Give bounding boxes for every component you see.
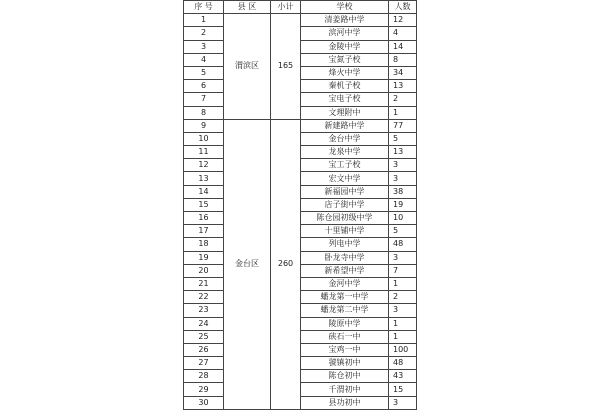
- table-row: [184, 343, 417, 356]
- row-index: 6: [184, 80, 224, 93]
- school-name: 陵原中学: [301, 317, 389, 330]
- table-row: [184, 330, 417, 343]
- school-name: 新建路中学: [301, 119, 389, 132]
- school-name: 陈仓园初级中学: [301, 212, 389, 225]
- row-index: 14: [184, 185, 224, 198]
- student-count: 77: [389, 119, 417, 132]
- student-count: 3: [389, 159, 417, 172]
- table-body: [184, 14, 417, 410]
- header-count: 人数: [389, 1, 417, 14]
- table-row: [184, 93, 417, 106]
- table-row: [184, 119, 417, 132]
- table-row: [184, 146, 417, 159]
- school-name: 卧龙寺中学: [301, 251, 389, 264]
- student-count: 14: [389, 40, 417, 53]
- row-index: 10: [184, 132, 224, 145]
- student-count: 12: [389, 14, 417, 27]
- student-count: 3: [389, 304, 417, 317]
- row-index: 19: [184, 251, 224, 264]
- student-count: 3: [389, 251, 417, 264]
- school-name: 列电中学: [301, 238, 389, 251]
- row-index: 21: [184, 277, 224, 290]
- subtotal-cell: 165: [271, 14, 301, 120]
- table-row: [184, 27, 417, 40]
- student-count: 4: [389, 27, 417, 40]
- table-row: [184, 225, 417, 238]
- table-row: [184, 264, 417, 277]
- school-name: 清姜路中学: [301, 14, 389, 27]
- table-row: [184, 172, 417, 185]
- header-school: 学校: [301, 1, 389, 14]
- student-count: 2: [389, 93, 417, 106]
- row-index: 4: [184, 53, 224, 66]
- table-row: [184, 357, 417, 370]
- table-row: [184, 370, 417, 383]
- school-name: 虢镇初中: [301, 357, 389, 370]
- row-index: 3: [184, 40, 224, 53]
- school-name: 硖石一中: [301, 330, 389, 343]
- row-index: 30: [184, 396, 224, 409]
- table-row: [184, 238, 417, 251]
- table-row: [184, 159, 417, 172]
- school-name: 千渭初中: [301, 383, 389, 396]
- student-count: 48: [389, 238, 417, 251]
- student-count: 3: [389, 172, 417, 185]
- student-count: 19: [389, 198, 417, 211]
- school-name: 烽火中学: [301, 66, 389, 79]
- student-count: 13: [389, 80, 417, 93]
- school-name: 宏文中学: [301, 172, 389, 185]
- row-index: 1: [184, 14, 224, 27]
- school-name: 陈仓初中: [301, 370, 389, 383]
- school-name: 新希望中学: [301, 264, 389, 277]
- school-name: 文理附中: [301, 106, 389, 119]
- row-index: 23: [184, 304, 224, 317]
- student-count: 43: [389, 370, 417, 383]
- row-index: 15: [184, 198, 224, 211]
- school-name: 金河中学: [301, 277, 389, 290]
- table-row: [184, 40, 417, 53]
- table-row: [184, 80, 417, 93]
- table-row: [184, 304, 417, 317]
- table-row: [184, 106, 417, 119]
- student-count: 10: [389, 212, 417, 225]
- row-index: 11: [184, 146, 224, 159]
- header-subtotal: 小计: [271, 1, 301, 14]
- district-cell: 渭滨区: [224, 14, 271, 120]
- table-row: [184, 132, 417, 145]
- row-index: 5: [184, 66, 224, 79]
- table-row: [184, 277, 417, 290]
- row-index: 29: [184, 383, 224, 396]
- student-count: 48: [389, 357, 417, 370]
- table-row: [184, 383, 417, 396]
- row-index: 25: [184, 330, 224, 343]
- row-index: 18: [184, 238, 224, 251]
- school-name: 秦机子校: [301, 80, 389, 93]
- header-district: 县 区: [224, 1, 271, 14]
- table-row: [184, 198, 417, 211]
- district-cell: 金台区: [224, 119, 271, 409]
- row-index: 22: [184, 291, 224, 304]
- header-row: [184, 1, 417, 14]
- row-index: 8: [184, 106, 224, 119]
- student-count: 1: [389, 106, 417, 119]
- header-index: 序 号: [184, 1, 224, 14]
- student-count: 5: [389, 132, 417, 145]
- school-name: 蟠龙第二中学: [301, 304, 389, 317]
- table-row: [184, 14, 417, 27]
- row-index: 9: [184, 119, 224, 132]
- school-name: 宝鸡一中: [301, 343, 389, 356]
- row-index: 7: [184, 93, 224, 106]
- school-name: 滨河中学: [301, 27, 389, 40]
- school-name: 金台中学: [301, 132, 389, 145]
- table-header: [184, 1, 417, 14]
- table-row: [184, 66, 417, 79]
- row-index: 17: [184, 225, 224, 238]
- student-count: 38: [389, 185, 417, 198]
- school-name: 蟠龙第一中学: [301, 291, 389, 304]
- row-index: 13: [184, 172, 224, 185]
- row-index: 24: [184, 317, 224, 330]
- row-index: 12: [184, 159, 224, 172]
- table-row: [184, 396, 417, 409]
- school-name: 店子街中学: [301, 198, 389, 211]
- student-count: 34: [389, 66, 417, 79]
- row-index: 27: [184, 357, 224, 370]
- student-count: 1: [389, 277, 417, 290]
- table-row: [184, 291, 417, 304]
- student-count: 1: [389, 330, 417, 343]
- table-row: [184, 53, 417, 66]
- row-index: 16: [184, 212, 224, 225]
- table-row: [184, 251, 417, 264]
- student-count: 1: [389, 317, 417, 330]
- student-count: 5: [389, 225, 417, 238]
- subtotal-cell: 260: [271, 119, 301, 409]
- row-index: 26: [184, 343, 224, 356]
- student-count: 15: [389, 383, 417, 396]
- school-name: 新福园中学: [301, 185, 389, 198]
- student-count: 8: [389, 53, 417, 66]
- student-count: 7: [389, 264, 417, 277]
- student-count: 100: [389, 343, 417, 356]
- row-index: 2: [184, 27, 224, 40]
- student-count: 2: [389, 291, 417, 304]
- student-count: 3: [389, 396, 417, 409]
- row-index: 20: [184, 264, 224, 277]
- student-count: 13: [389, 146, 417, 159]
- row-index: 28: [184, 370, 224, 383]
- school-name: 金陵中学: [301, 40, 389, 53]
- school-count-table: [183, 0, 417, 410]
- school-count-table-sheet: [183, 0, 416, 407]
- school-name: 龙泉中学: [301, 146, 389, 159]
- table-row: [184, 212, 417, 225]
- school-name: 宝电子校: [301, 93, 389, 106]
- school-name: 十里铺中学: [301, 225, 389, 238]
- school-name: 宝氮子校: [301, 53, 389, 66]
- school-name: 宝工子校: [301, 159, 389, 172]
- table-row: [184, 317, 417, 330]
- table-row: [184, 185, 417, 198]
- school-name: 县功初中: [301, 396, 389, 409]
